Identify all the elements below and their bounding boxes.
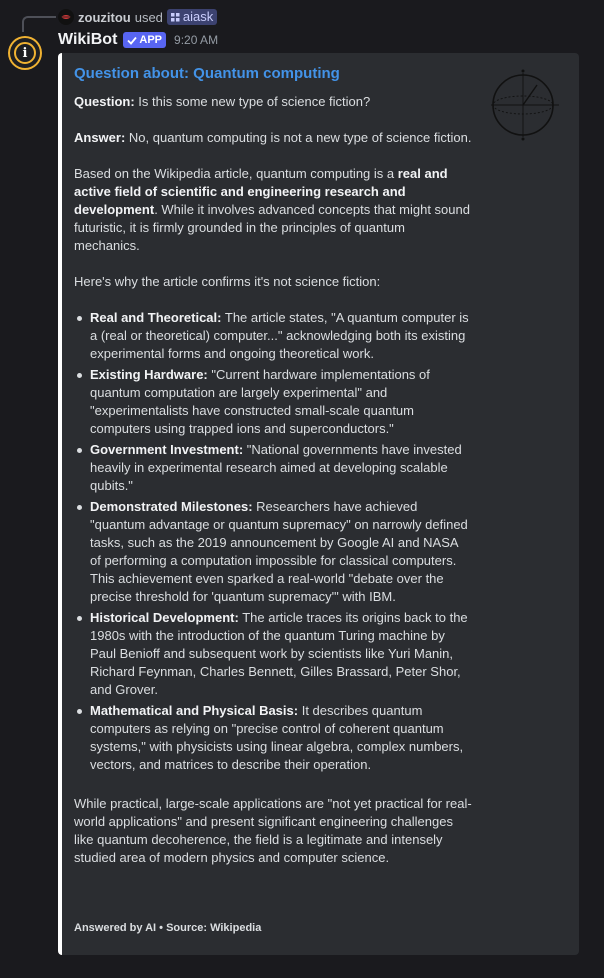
list-item (74, 609, 472, 699)
list-item (74, 366, 472, 438)
lips-icon (60, 13, 72, 21)
bullet-text: Researchers have achieved "quantum advantage or quantum supremacy" on narrowly defined tasks, such as the 2019 announcement by Google AI and NASA of performing a computation impossible for classical computers. This achievement even sparked a real-world "debate over the precise threshold for 'quantum supremacy'" with IBM. (90, 499, 468, 604)
answer-line (74, 129, 472, 147)
bullet-label: Real and Theoretical: (90, 310, 222, 325)
answer-label: Answer: (74, 130, 126, 145)
conclusion-paragraph: While practical, large-scale applications are "not yet practical for real-world applications" and present significant engineering challenges like quantum decoherence, the field is a legitimate and intensely studied area of modern physics and computer science. (74, 796, 472, 865)
bullet-label: Existing Hardware: (90, 367, 208, 382)
bot-avatar[interactable] (8, 36, 42, 70)
reasons-list (74, 309, 472, 774)
checkmark-icon (127, 36, 137, 45)
embed-description (74, 93, 472, 867)
command-reply-context[interactable] (58, 8, 217, 26)
answer-embed (58, 53, 579, 955)
slash-command-icon (171, 13, 180, 22)
bullet-text: The article traces its origins back to the 1980s with the introduction of the quantum Turing machine by Paul Benioff and subsequent work by scientists like Yuri Manin, Richard Feynman, Charles Bennett, Gilles Brassard, Peter Shor, and Grover. (90, 610, 468, 697)
bloch-sphere-icon[interactable] (487, 65, 559, 145)
bullet-label: Demonstrated Milestones: (90, 499, 253, 514)
question-line (74, 93, 472, 111)
command-chip[interactable] (167, 9, 217, 25)
message-header (58, 30, 218, 50)
bullet-text: "Current hardware implementations of quantum computation are largely experimental" and "experimentalists have constructed small-scale quantum computers using trapped ions and superconductors." (90, 367, 430, 436)
list-item (74, 441, 472, 495)
command-name: aiask (182, 9, 214, 24)
reply-connector (22, 16, 56, 32)
replier-username[interactable]: zouzitou (78, 9, 131, 25)
embed-footer: Answered by AI • Source: Wikipedia (74, 922, 262, 934)
bullet-label: Historical Development: (90, 610, 239, 625)
bullet-label: Mathematical and Physical Basis: (90, 703, 299, 718)
para1-bold: real and active field of scientific and engineering research and development (74, 166, 448, 217)
list-item (74, 309, 472, 363)
bullet-label: Government Investment: (90, 442, 244, 457)
explanation-paragraph (74, 165, 472, 255)
bullet-text: "National governments have invested heavily in experimental research aimed at developing scalable qubits." (90, 442, 462, 493)
question-label: Question: (74, 94, 135, 109)
app-badge (123, 32, 166, 48)
replier-avatar[interactable] (58, 9, 74, 25)
para1-pre: Based on the Wikipedia article, quantum computing is a (74, 166, 395, 181)
app-badge-label: APP (139, 34, 163, 46)
avatar-inner (10, 38, 40, 68)
answer-text: No, quantum computing is not a new type of science fiction. (128, 130, 472, 145)
list-item (74, 498, 472, 606)
question-text: Is this some new type of science fiction? (138, 94, 371, 109)
bot-username[interactable]: WikiBot (58, 31, 118, 48)
message-timestamp[interactable]: 9:20 AM (174, 33, 219, 47)
para1-post: . While it involves advanced concepts that might sound futuristic, it is firmly grounded in the principles of quantum mechanics. (74, 202, 470, 253)
reply-used-text: used (134, 9, 163, 25)
embed-title[interactable]: Question about: Quantum computing (74, 65, 340, 82)
bullet-text: The article states, "A quantum computer is a (real or theoretical) computer..." acknowledging both its existing experimental forms and ongoing theoretical work. (90, 310, 469, 361)
intro-paragraph: Here's why the article confirms it's not science fiction: (74, 274, 381, 289)
bullet-text: It describes quantum computers as relying on "precise control of coherent quantum systems," with physicists using linear algebra, complex numbers, vectors, and matrices to describe their operation. (90, 703, 464, 772)
list-item (74, 702, 472, 774)
info-icon: i (14, 42, 36, 64)
